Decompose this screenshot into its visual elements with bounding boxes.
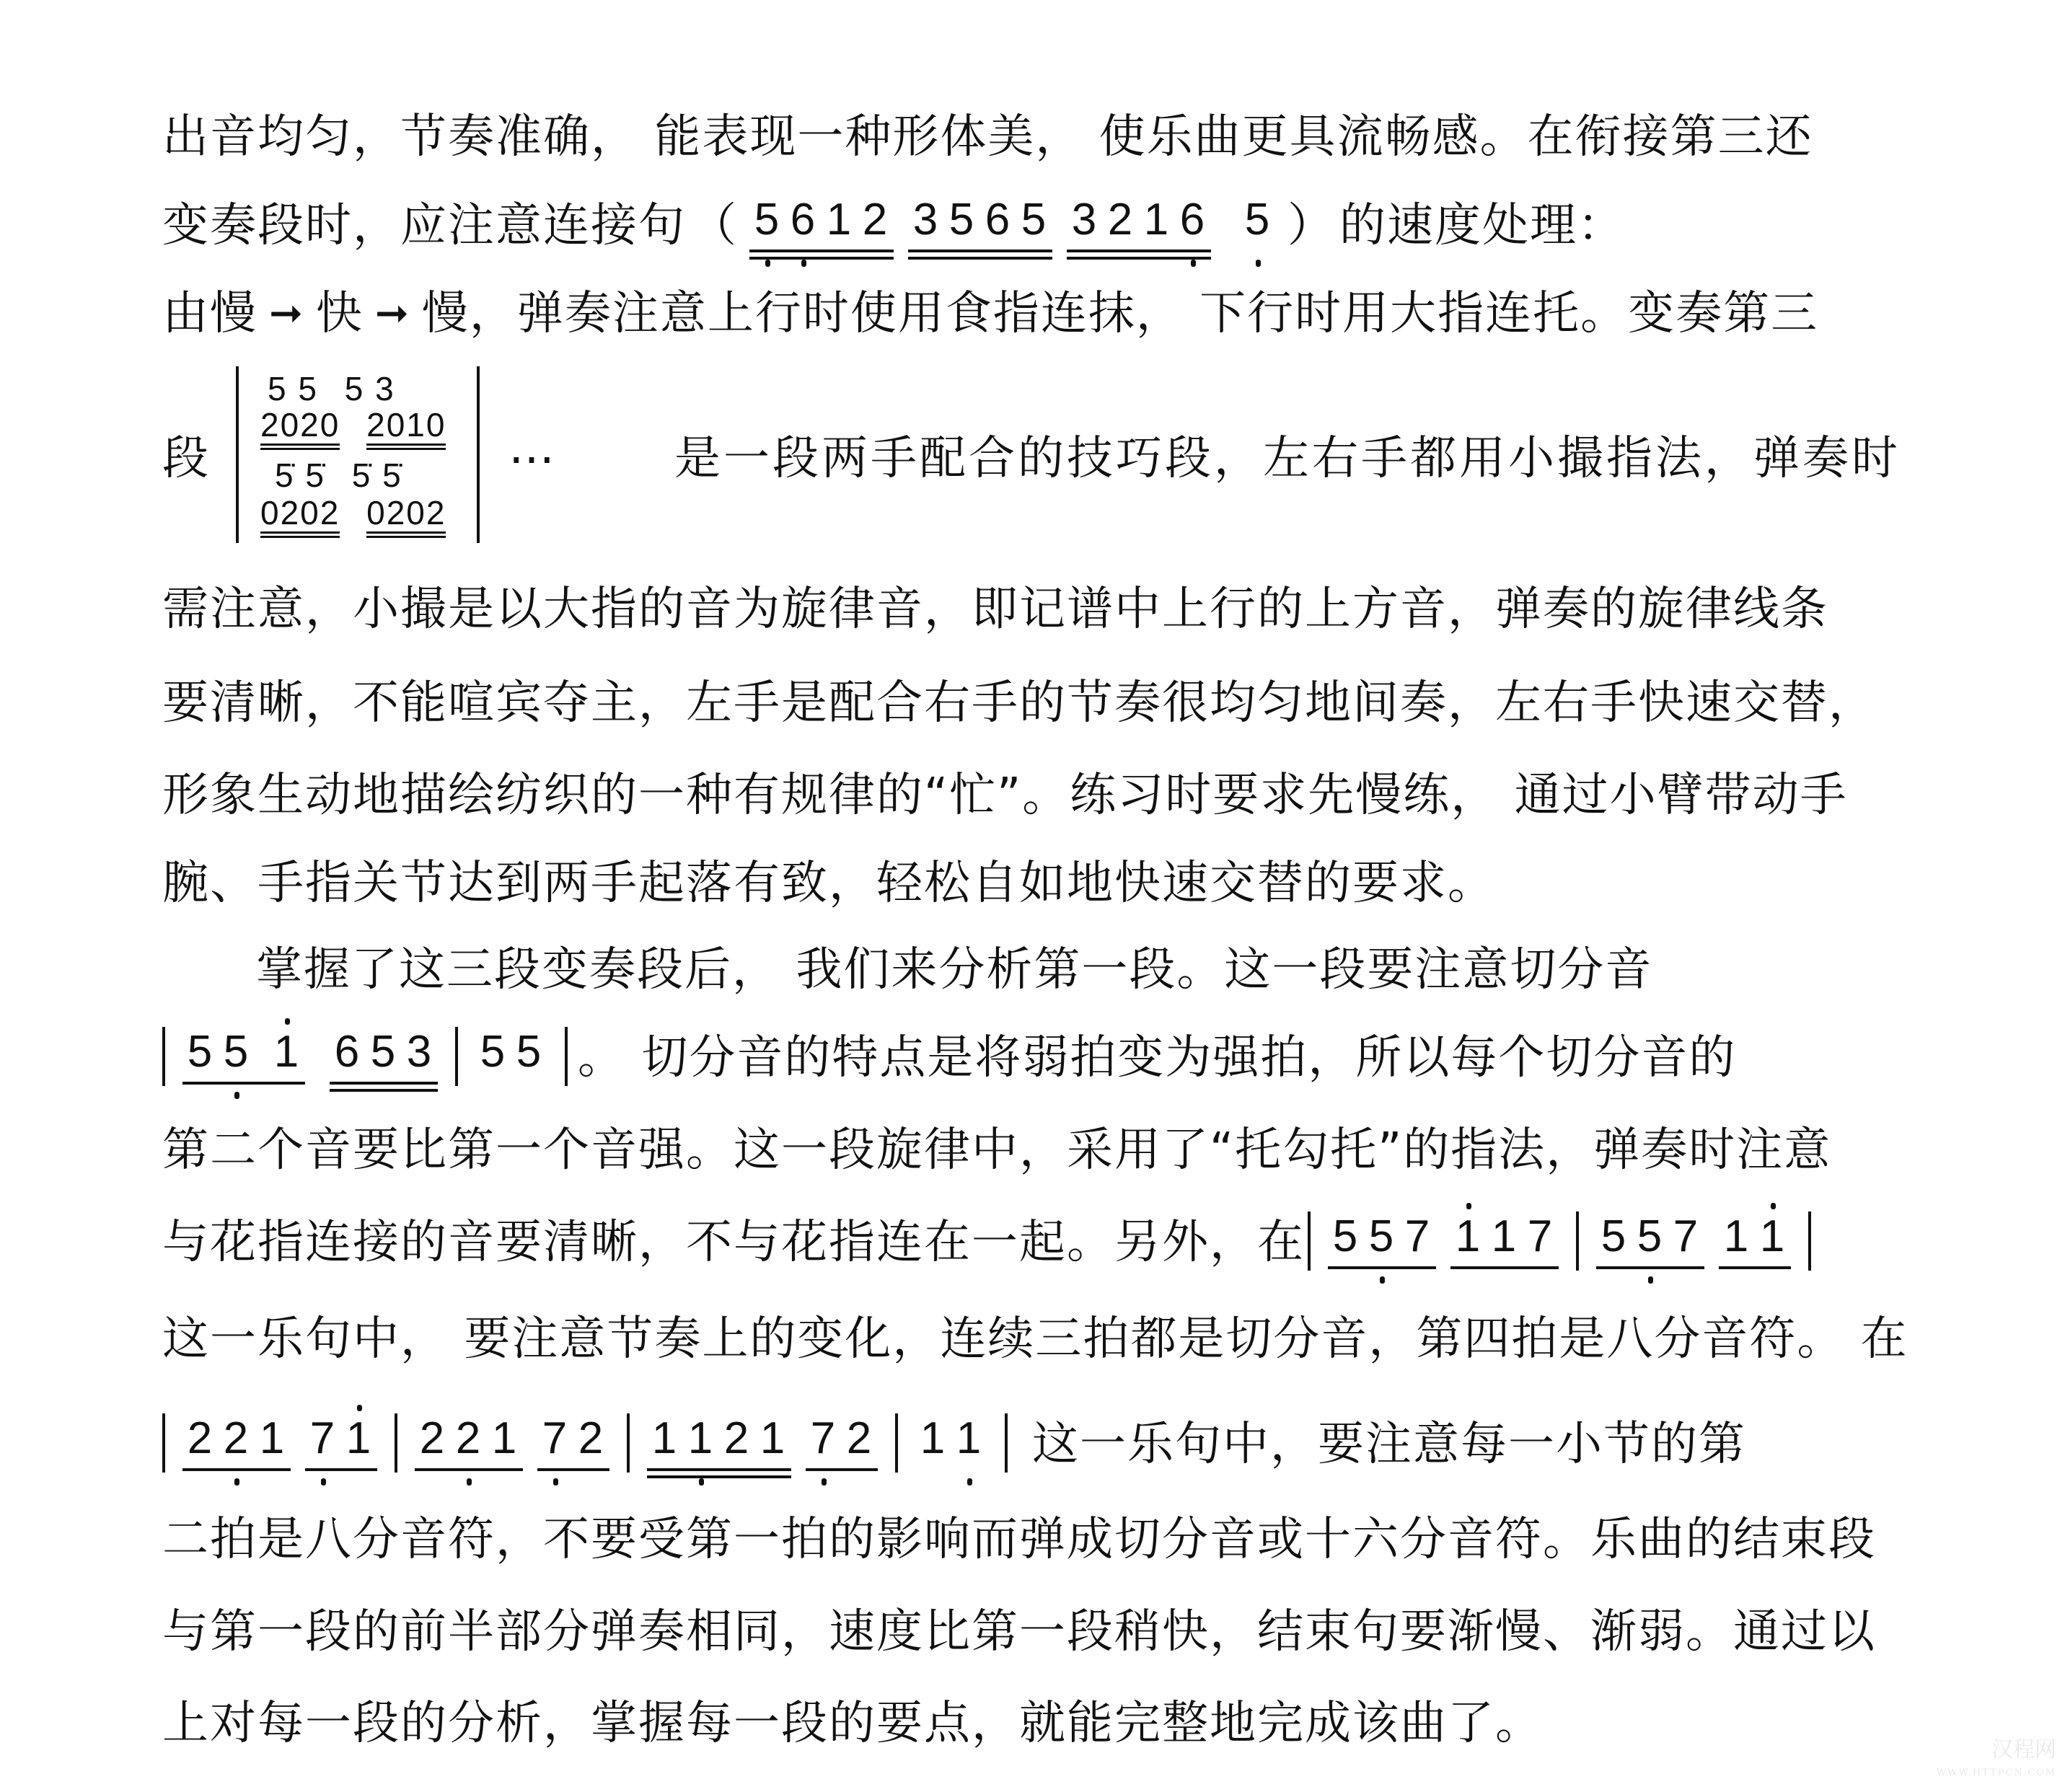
note-group [749, 195, 894, 252]
open-paren: （ [690, 199, 738, 252]
note-group: 0202 [366, 496, 446, 534]
bar-line [1308, 1211, 1311, 1271]
paragraph-text: 快 [315, 287, 364, 340]
watermark [1937, 1739, 2056, 1785]
note: 2 [846, 1413, 873, 1463]
note-group [537, 1413, 609, 1471]
paragraph-text: 需注意，小撮是以大指的音为旋律音，即记谱中上行的上方音，弹奏的旋律线条 [162, 583, 1828, 636]
note-group [1240, 195, 1276, 245]
paragraph-text: 形象生动地描绘纺织的一种有规律的“忙”。练习时要求先慢练， 通过小臂带动手 [162, 769, 1848, 822]
note: 7 [1673, 1211, 1700, 1261]
note: 5 [1601, 1211, 1628, 1261]
note: 5 [948, 195, 976, 244]
note: 1 [1450, 1211, 1487, 1262]
note: 2 [723, 1413, 751, 1463]
note: 5 [1021, 195, 1048, 244]
paragraph-text: 是一段两手配合的技巧段，左右手都用小撮指法，弹奏时 [674, 432, 1901, 485]
note: 5 [1632, 1211, 1668, 1262]
paragraph-text: 与第一段的前半部分弹奏相同，速度比第一段稍快，结束句要渐慢、渐弱。通过以 [162, 1605, 1876, 1659]
note: 5 [370, 1027, 397, 1077]
note-group [647, 1413, 791, 1471]
note-group [1596, 1211, 1704, 1269]
bar-line [1576, 1211, 1579, 1271]
text-line-10 [162, 1025, 1901, 1090]
note-group [305, 1413, 377, 1471]
text-line-12 [162, 1210, 1901, 1275]
note: 7 [806, 1413, 842, 1464]
note: 5 [480, 1027, 507, 1077]
paragraph-text: 。 切分音的特点是将弱拍变为强拍，所以每个切分音的 [578, 1031, 1737, 1085]
note: 6 [985, 195, 1012, 244]
note: 2 [419, 1413, 446, 1463]
note: 5 [516, 1027, 543, 1077]
note: 1 [1491, 1211, 1518, 1261]
syncopation-notation [162, 1024, 578, 1092]
note-group: 0202 [260, 496, 340, 534]
text-line-2 [162, 193, 1901, 258]
right-hand-bottom [260, 405, 462, 446]
paragraph-text: 第二个音要比第一个音强。这一段旋律中，采用了“托勾托”的指法，弹奏时注意 [162, 1124, 1832, 1177]
paragraph-text: 与花指连接的音要清晰，不与花指连在一起。另外，在 [162, 1216, 1305, 1269]
note: 1 [259, 1413, 286, 1463]
note: 2 [578, 1413, 605, 1463]
text-line-3 [162, 281, 1901, 346]
text-line-14 [162, 1412, 1901, 1477]
phrase-a-notation [1305, 1209, 1821, 1276]
text-line-15 [162, 1507, 1901, 1572]
left-hand-bottom [260, 493, 462, 534]
note: 2 [862, 195, 889, 244]
paragraph-text: 这一乐句中， 要注意节奏上的变化，连续三拍都是切分音，第四拍是八分音符。 在 [162, 1312, 1908, 1366]
paragraph-text: 二拍是八分音符，不要受第一拍的影响而弹成切分音或十六分音符。乐曲的结束段 [162, 1513, 1876, 1566]
note-group: 2010 [366, 408, 446, 446]
arrow-right-icon: ➞ [269, 290, 304, 337]
note-group: 2020 [260, 408, 340, 446]
bar-line [162, 1413, 165, 1473]
bar-line [627, 1413, 630, 1473]
note: 6 [785, 195, 822, 245]
note-group [182, 1027, 305, 1085]
note-group [182, 1413, 291, 1471]
phrase-b-notation [162, 1411, 1018, 1478]
note: 6 [334, 1027, 361, 1077]
bar-line [1005, 1413, 1008, 1473]
note: 1 [491, 1413, 519, 1463]
paragraph-text: 要清晰，不能喧宾夺主，左手是配合右手的节奏很均匀地间奏，左右手快速交替， [162, 676, 1876, 730]
note: 5 [187, 1027, 214, 1077]
paragraph-text: 的速度处理： [1339, 199, 1625, 252]
right-hand-top [268, 369, 411, 407]
note-group [1450, 1211, 1559, 1269]
bar-line [455, 1027, 458, 1086]
note-pair: 5̇ 5̇ [275, 456, 325, 494]
watermark-url: WWW.HTTPCN.COM [1936, 1767, 2056, 1778]
note: 5 [749, 195, 785, 245]
text-line-9 [162, 937, 1901, 1002]
note: 6 [1175, 195, 1211, 245]
paragraph-text: 这一乐句中，要注意每一小节的第 [1032, 1418, 1746, 1471]
note-group [1719, 1211, 1791, 1269]
bar-line [895, 1413, 898, 1473]
note: 1 [341, 1413, 377, 1464]
note-pair: 5̇ 5̇ [351, 456, 402, 494]
note: 7 [1404, 1211, 1432, 1261]
paragraph-text: 掌握了这三段变奏段后， 我们来分析第一段。这一段要注意切分音 [256, 943, 1653, 997]
note: 2 [1107, 195, 1135, 244]
note: 1 [269, 1027, 305, 1077]
segment-label: 段 [162, 432, 208, 485]
note-group [806, 1413, 878, 1471]
note: 5 [219, 1027, 255, 1077]
note: 7 [1527, 1211, 1554, 1261]
note-pair: 5 5 [268, 369, 318, 407]
note-group [908, 195, 1052, 252]
note-group [915, 1413, 987, 1464]
text-line-5 [162, 577, 1901, 642]
left-hand-top [275, 456, 418, 494]
text-line-17 [162, 1691, 1901, 1756]
segment3-score [236, 366, 480, 543]
bar-line [565, 1027, 568, 1086]
text-line-16 [162, 1599, 1901, 1664]
text-line-11 [162, 1118, 1901, 1183]
note: 2 [451, 1413, 487, 1464]
note: 1 [683, 1413, 719, 1464]
note: 3 [912, 195, 940, 244]
text-line-13 [162, 1307, 1908, 1372]
note-group [415, 1413, 523, 1471]
note: 2 [187, 1413, 214, 1463]
note-group [1328, 1211, 1436, 1269]
segment3-block [162, 364, 1901, 544]
segment3-description [508, 421, 1901, 487]
note: 1 [1143, 195, 1171, 244]
close-paren: ） [1287, 199, 1335, 252]
note-pair: 5 3 [344, 369, 395, 407]
bar-line [395, 1413, 397, 1473]
note: 1 [920, 1413, 947, 1463]
paragraph-text: 腕、手指关节达到两手起落有致，轻松自如地快速交替的要求。 [162, 857, 1495, 910]
paragraph-text: 由慢 [162, 287, 257, 340]
note: 7 [537, 1413, 573, 1464]
text-line-8 [162, 851, 1901, 916]
text-line-1 [162, 105, 1901, 169]
note: 3 [406, 1027, 433, 1077]
arrow-right-icon: ➞ [374, 290, 410, 337]
note-group [475, 1027, 547, 1077]
connecting-phrase-notation [742, 192, 1283, 260]
note: 5 [1240, 195, 1276, 245]
note: 7 [305, 1413, 341, 1464]
paragraph-text: 出音均匀，节奏准确， 能表现一种形体美， 使乐曲更具流畅感。在衔接第三还 [162, 110, 1813, 164]
ellipsis: … [508, 421, 558, 475]
paragraph-text: 慢，弹奏注意上行时使用食指连抹， 下行时用大指连托。变奏第三 [421, 287, 1819, 340]
text-line-6 [162, 671, 1901, 736]
note: 5 [1364, 1211, 1400, 1262]
note: 1 [651, 1413, 679, 1463]
note: 5 [1332, 1211, 1360, 1261]
watermark-name: 汉程网 [1991, 1737, 2056, 1762]
note: 1 [1755, 1211, 1791, 1262]
text-line-7 [162, 763, 1901, 828]
paragraph-text: 变奏段时，应注意连接句 [162, 199, 686, 252]
note: 2 [219, 1413, 255, 1464]
note: 3 [1071, 195, 1098, 244]
paragraph-text: 上对每一段的分析，掌握每一段的要点，就能完整地完成该曲了。 [162, 1697, 1543, 1750]
note-group [1067, 195, 1211, 252]
note: 1 [759, 1413, 787, 1463]
note-group [330, 1027, 438, 1085]
bar-line [162, 1027, 165, 1086]
note: 1 [951, 1413, 987, 1464]
note: 1 [826, 195, 853, 244]
note: 1 [1723, 1211, 1751, 1261]
bar-line [1808, 1211, 1811, 1271]
